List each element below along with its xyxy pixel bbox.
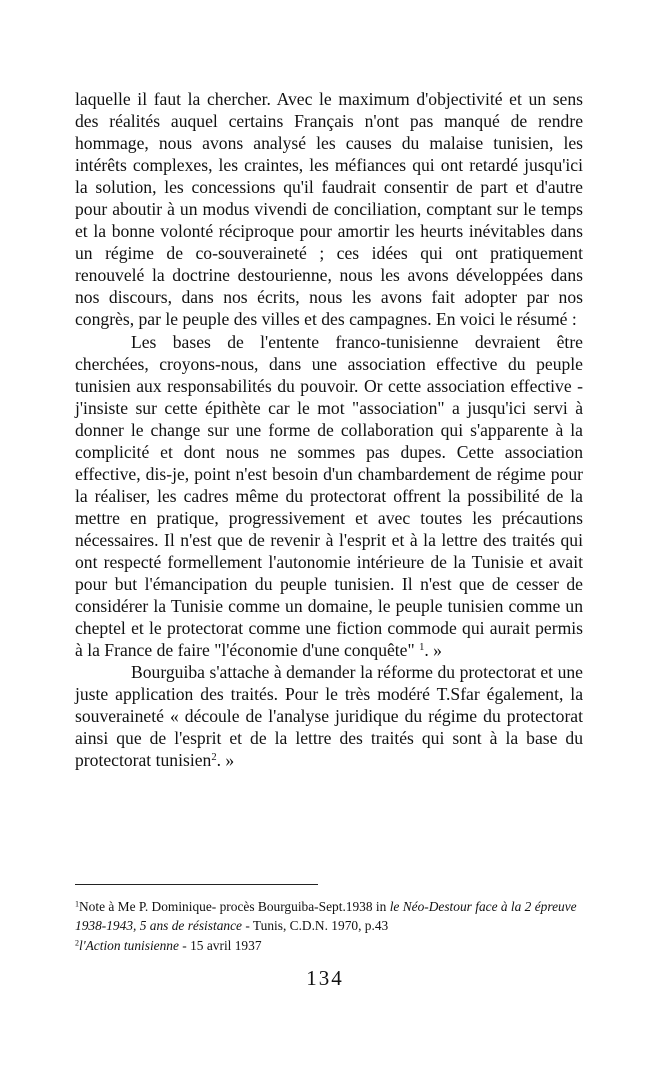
footnote-ref-2[interactable]: 2 bbox=[211, 752, 217, 764]
footnote-2-mark: 2 bbox=[75, 938, 80, 948]
footnote-1 bbox=[75, 897, 585, 936]
footnote-2-text: - 15 avril 1937 bbox=[178, 937, 262, 953]
paragraph-2-quote bbox=[75, 331, 583, 662]
paragraph-3-tail: . » bbox=[216, 750, 235, 771]
paragraph-2-text: Les bases de l'entente franco-tunisienne devraient être cherchées, croyons-nous, dans une association effective du peuple tunisien aux responsabilités du pouvoir. Or cette association effective - j'insiste sur cette épithète car le mot "association" a jusqu'ici servi à donner le change sur une forme de collaboration qui s'apparente à la complicité et dont nous ne sommes pas dupes. Cette association effective, dis-je, point n'est besoin d'un chambardement de régime pour la réaliser, les cadres même du protectorat offrent la possibilité de la mettre en pratique, progressivement et avec toutes les précautions nécessaires. Il n'est que de revenir à l'esprit et à la lettre des traités qui ont respecté formellement l'autonomie intérieure de la Tunisie et avait pour but l'émancipation du peuple tunisien. Il n'est que de cesser de considérer la Tunisie comme un domaine, le peuple tunisien comme un cheptel et le protectorat comme une fiction commode qui aurait permis à la France de faire "l'économie d'une conquête" bbox=[75, 331, 583, 661]
paragraph-3 bbox=[75, 661, 583, 771]
paragraph-3-text: Bourguiba s'attache à demander la réforme du protectorat et une juste application des traités. Pour le très modéré T.Sfar également, la souveraineté « découle de l'analyse juridique du régime du protectorat ainsi que de l'esprit et de la lettre des traités qui sont à la base du protectorat tunisien bbox=[75, 662, 583, 771]
paragraph-1 bbox=[75, 88, 583, 331]
body-text bbox=[75, 88, 583, 771]
footnote-ref-1[interactable]: 1 bbox=[419, 642, 425, 654]
footnotes bbox=[75, 897, 585, 955]
footnote-1-title: le Néo-Destour face à la 2 épreuve 1938-1943, 5 ans de résistance bbox=[75, 899, 577, 934]
footnote-1-mark: 1 bbox=[75, 899, 80, 909]
footnote-divider bbox=[75, 884, 318, 885]
page-number: 134 bbox=[306, 966, 344, 990]
paragraph-2-tail: . » bbox=[424, 640, 442, 661]
footnote-2-title: l'Action tunisienne bbox=[79, 937, 179, 953]
footnote-1-text-a: Note à Me P. Dominique- procès Bourguiba-Sept.1938 in bbox=[79, 899, 390, 914]
footnote-2 bbox=[75, 936, 585, 955]
paragraph-1-text: laquelle il faut la chercher. Avec le maximum d'objectivité et un sens des réalités auquel certains Français n'ont pas manqué de rendre hommage, nous avons analysé les causes du malaise tunisien, les intérêts complexes, les craintes, les méfiances qui ont retardé jusqu'ici la solution, les concessions qu'il faudrait consentir de part et d'autre pour aboutir à un modus vivendi de conciliation, comptant sur le temps et la bonne volonté réciproque pour amortir les heurts inévitables dans un régime de co-souveraineté ; ces idées qui ont pratiquement renouvelé la doctrine destourienne, nous les avons développées dans nos discours, dans nos écrits, nous les avons fait adopter par nos congrès, par le peuple des villes et des campagnes. En voici le résumé : bbox=[75, 89, 583, 330]
footnote-1-text-b: - Tunis, C.D.N. 1970, p.43 bbox=[242, 918, 389, 934]
